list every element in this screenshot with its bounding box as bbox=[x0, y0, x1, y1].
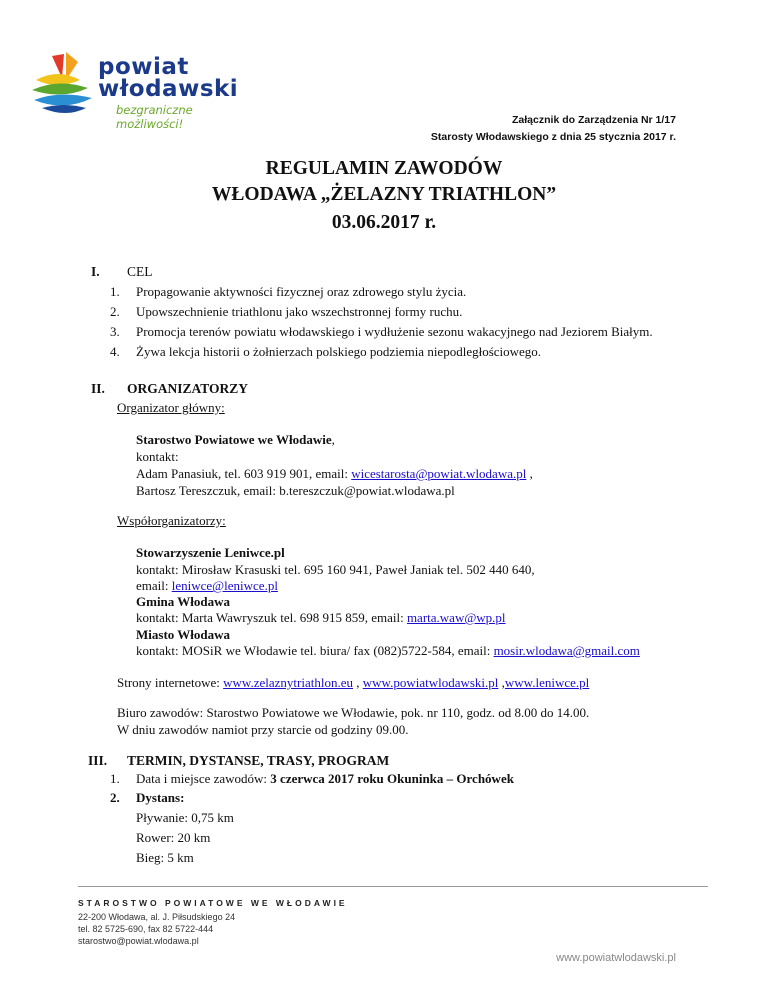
websites-separator: , bbox=[498, 675, 505, 690]
section-1-item-num: 2. bbox=[110, 304, 120, 319]
co-organizers-label: Współorganizatorzy: bbox=[117, 513, 226, 528]
main-contact-2: Bartosz Tereszczuk, email: b.tereszczuk@powiat.wlodawa.pl bbox=[136, 483, 455, 498]
annex-line-2: Starosty Włodawskiego z dnia 25 stycznia 2017 r. bbox=[430, 131, 676, 143]
section-1-item-text: Promocja terenów powiatu włodawskiego i wydłużenie sezonu wakacyjnego nad Jeziorem Białym. bbox=[136, 324, 653, 339]
logo-tagline: bezgraniczne możliwości! bbox=[116, 103, 193, 131]
section-1-item-text: Upowszechnienie triathlonu jako wszechstronnej formy ruchu. bbox=[136, 304, 463, 319]
footer-heading: STAROSTWO POWIATOWE WE WŁODAWIE bbox=[78, 898, 348, 908]
tent-info: W dniu zawodów namiot przy starcie od godziny 09.00. bbox=[117, 722, 409, 737]
contact-1-suffix: , bbox=[526, 466, 533, 481]
footer-website: www.powiatwlodawski.pl bbox=[556, 952, 676, 964]
title-line-2: WŁODAWA „ŻELAZNY TRIATHLON” bbox=[211, 184, 557, 205]
link-powiatwlodawski[interactable]: www.powiatwlodawski.pl bbox=[362, 675, 499, 690]
section-1-item-text: Żywa lekcja historii o żołnierzach polskiego podziemia niepodległościowego. bbox=[136, 344, 542, 359]
websites-label: Strony internetowe: bbox=[117, 675, 224, 690]
footer-phone: tel. 82 5725-690, fax 82 5722-444 bbox=[78, 924, 214, 934]
logo-emblem-icon bbox=[28, 50, 100, 120]
distance-run: Bieg: 5 km bbox=[136, 850, 194, 865]
section-2-title: ORGANIZATORZY bbox=[127, 381, 249, 396]
section-1-item-text: Propagowanie aktywności fizycznej oraz zdrowego stylu życia. bbox=[136, 284, 467, 299]
annex-note bbox=[431, 112, 676, 146]
event-date-label: Data i miejsce zawodów: bbox=[136, 771, 271, 786]
link-leniwce[interactable]: www.leniwce.pl bbox=[504, 675, 590, 690]
link-zelaznytriathlon[interactable]: www.zelaznytriathlon.eu bbox=[223, 675, 353, 690]
section-1-item-num: 3. bbox=[110, 324, 120, 339]
websites-separator: , bbox=[353, 675, 363, 690]
logo-text-wlodawski: włodawski bbox=[98, 76, 239, 102]
title-line-3: 03.06.2017 r. bbox=[331, 212, 437, 233]
section-1-item-num: 4. bbox=[110, 344, 120, 359]
main-contact-1 bbox=[136, 466, 533, 482]
title-line-1: REGULAMIN ZAWODÓW bbox=[265, 158, 503, 179]
office-info: Biuro zawodów: Starostwo Powiatowe we Włodawie, pok. nr 110, godz. od 8.00 do 14.00. bbox=[117, 705, 590, 720]
websites-line bbox=[117, 675, 589, 691]
email-link-marta[interactable]: marta.waw@wp.pl bbox=[406, 610, 506, 625]
section-1-number: I. bbox=[91, 264, 100, 279]
main-organizer-name: Starostwo Powiatowe we Włodawie bbox=[136, 432, 332, 447]
powiat-logo bbox=[28, 48, 239, 131]
co-organizer-2-name: Gmina Włodawa bbox=[136, 594, 231, 609]
footer-divider bbox=[78, 886, 708, 887]
main-organizer-line bbox=[136, 432, 335, 448]
section-3-item-2-num: 2. bbox=[110, 790, 120, 805]
contact-1-text: Adam Panasiuk, tel. 603 919 901, email: bbox=[136, 466, 352, 481]
section-1-item-num: 1. bbox=[110, 284, 120, 299]
section-2-number: II. bbox=[91, 381, 105, 396]
logo-text-powiat: powiat bbox=[98, 54, 189, 80]
annex-line-1: Załącznik do Zarządzenia Nr 1/17 bbox=[512, 114, 676, 126]
distance-label: Dystans: bbox=[136, 790, 185, 805]
co-organizer-2-contact-text: kontakt: Marta Wawryszuk tel. 698 915 859, email: bbox=[136, 610, 407, 625]
main-organizer-comma: , bbox=[331, 432, 335, 447]
main-organizer-label: Organizator główny: bbox=[117, 400, 225, 415]
co-organizer-3-contact-text: kontakt: MOSiR we Włodawie tel. biura/ fax (082)5722-584, email: bbox=[136, 643, 494, 658]
email-link-wicestarosta[interactable]: wicestarosta@powiat.wlodawa.pl bbox=[351, 466, 527, 481]
co-organizer-1-contact: kontakt: Mirosław Krasuski tel. 695 160 941, Paweł Janiak tel. 502 440 640, bbox=[136, 562, 535, 577]
footer-address: 22-200 Włodawa, al. J. Piłsudskiego 24 bbox=[78, 912, 236, 922]
co-organizer-2-contact bbox=[136, 610, 506, 626]
email-link-mosir[interactable]: mosir.wlodawa@gmail.com bbox=[493, 643, 640, 658]
co-organizer-1-email-line bbox=[136, 578, 278, 594]
footer-email: starostwo@powiat.wlodawa.pl bbox=[78, 936, 199, 946]
co-organizer-3-contact bbox=[136, 643, 640, 659]
email-link-leniwce[interactable]: leniwce@leniwce.pl bbox=[171, 578, 278, 593]
section-1-title: CEL bbox=[127, 264, 153, 279]
section-3-title: TERMIN, DYSTANSE, TRASY, PROGRAM bbox=[127, 753, 390, 768]
distance-bike: Rower: 20 km bbox=[136, 830, 211, 845]
co-organizer-3-name: Miasto Włodawa bbox=[136, 627, 231, 642]
co-organizer-1-email-label: email: bbox=[136, 578, 172, 593]
co-organizer-1-name: Stowarzyszenie Leniwce.pl bbox=[136, 545, 285, 560]
distance-swim: Pływanie: 0,75 km bbox=[136, 810, 234, 825]
section-3-item-1 bbox=[136, 771, 514, 787]
event-date-value: 3 czerwca 2017 roku Okuninka – Orchówek bbox=[270, 771, 514, 786]
section-3-item-1-num: 1. bbox=[110, 771, 120, 786]
main-contact-label: kontakt: bbox=[136, 449, 179, 464]
section-3-number: III. bbox=[88, 753, 108, 768]
